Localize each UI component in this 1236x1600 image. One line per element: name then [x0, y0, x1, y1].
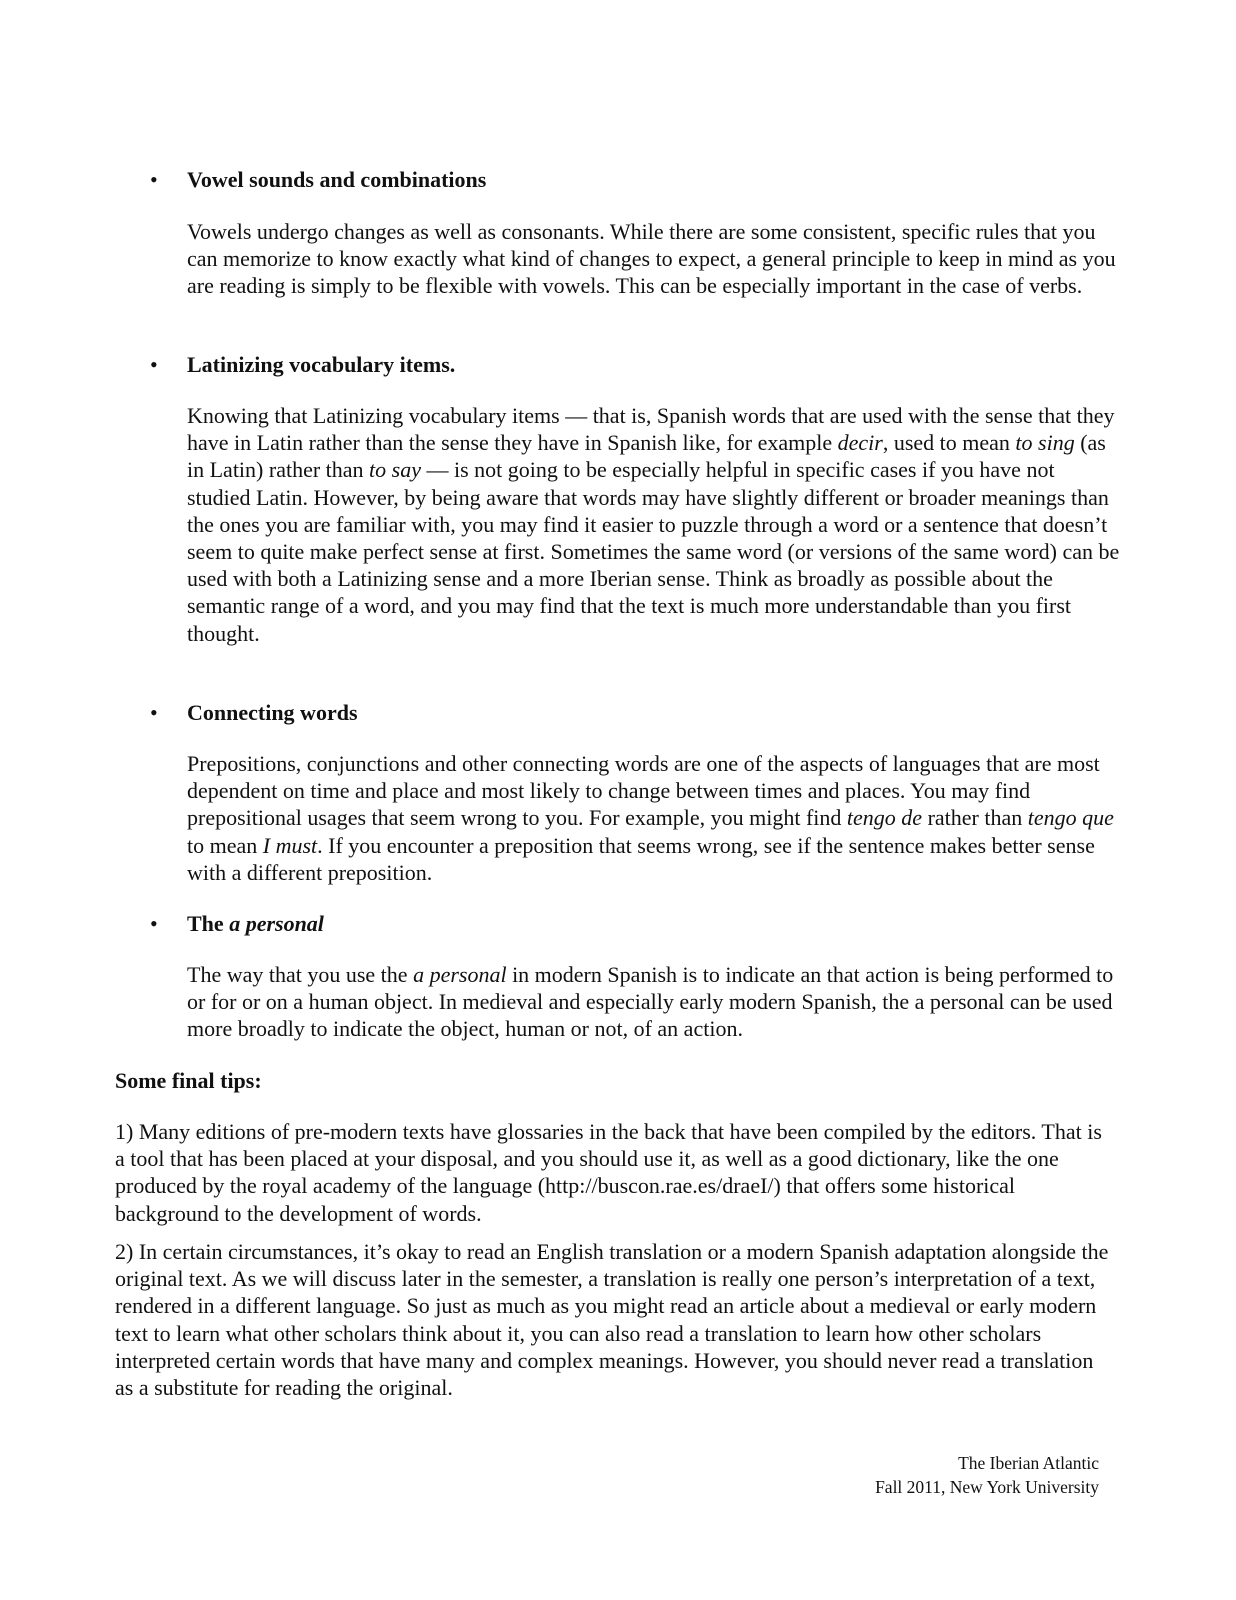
section-heading-connecting: Connecting words [187, 700, 358, 725]
body-text: rather than [922, 805, 1028, 831]
body-text: (as in Latin) rather than [187, 430, 1106, 483]
bullet-marker: • [150, 167, 158, 192]
italic-term: a personal [413, 962, 507, 987]
italic-term: to sing [1015, 430, 1075, 456]
body-text: . If you encounter a preposition that seems wrong, see if the sentence makes better sense with a different preposition. [187, 832, 1095, 885]
body-text: Knowing that Latinizing vocabulary items — that is, Spanish words that are used with the sense that they have in Latin rather than the sense they have in Spanish like, for example [187, 403, 1115, 456]
bullet-marker: • [150, 700, 158, 725]
final-tip-2: 2) In certain circumstances, it’s okay to read an English translation or a modern Spanish adaptation alongside the original text. As we will discuss later in the semester, a translation is really one person’s interpretation of a text, rendered in a different language. So just as much as you might read an article about a medieval or early modern text to learn what other scholars think about it, you can also read a translation to learn how other scholars interpreted certain words that have many and complex meanings. However, you should never read a translation as a substitute for reading the original. [115, 1239, 1109, 1401]
section-body-vowels: Vowels undergo changes as well as consonants. While there are some consistent, specific rules that you can memorize to know exactly what kind of changes to expect, a general principle to keep in mind as you are reading is simply to be flexible with vowels. This can be especially important in the case of verbs. [187, 219, 1116, 299]
bullet-marker: • [150, 352, 158, 377]
final-tips-heading: Some final tips: [115, 1068, 262, 1093]
footer-course-title: The Iberian Atlantic [958, 1453, 1099, 1473]
heading-text: The [187, 911, 230, 936]
section-heading-latinizing: Latinizing vocabulary items. [187, 352, 456, 377]
body-text: in modern Spanish is to indicate an that action is being performed to or for or on a human object. In medieval and especially early modern Spanish, the a personal can be used more broadly to indicate the object, human or not, of an action. [187, 962, 1114, 1042]
body-text: — is not going to be especially helpful in specific cases if you have not studied Latin. However, by being aware that words may have slightly different or broader meanings than the ones you are familiar with, you may find it easier to puzzle through a word or a sentence that doesn’t seem to quite make perfect sense at first. Sometimes the same word (or versions of the same word) can be used with both a Latinizing sense and a more Iberian sense. Think as broadly as possible about the semantic range of a word, and you may find that the text is much more understandable than you first thought. [187, 457, 1120, 646]
page-footer [875, 1451, 1099, 1499]
body-text: Prepositions, conjunctions and other connecting words are one of the aspects of languages that are most dependent on time and place and most likely to change between times and places. You may find prepositional usages that seem wrong to you. For example, you might find [187, 751, 1100, 831]
italic-term: tengo que [1027, 805, 1114, 831]
section-heading-vowels: Vowel sounds and combinations [187, 167, 487, 192]
footer-term-institution: Fall 2011, New York University [875, 1477, 1099, 1497]
italic-term: tengo de [846, 805, 923, 831]
italic-term: decir [837, 430, 883, 456]
section-body-latinizing [187, 402, 1122, 647]
body-text: , used to mean [882, 430, 1016, 456]
italic-term: to say [369, 457, 421, 483]
body-text: to mean [187, 832, 263, 858]
section-body-a-personal [187, 961, 1122, 1043]
section-body-connecting [187, 750, 1122, 886]
body-text: The way that you use the [187, 962, 414, 987]
italic-term: a personal [229, 911, 324, 936]
final-tip-1: 1) Many editions of pre-modern texts have glossaries in the back that have been compiled by the editors. That is a tool that has been placed at your disposal, and you should use it, as well as a good dictionary, like the one produced by the royal academy of the language (http://buscon.rae.es/draeI/) that offers some historical background to the development of words. [115, 1119, 1102, 1226]
bullet-marker: • [150, 911, 158, 936]
italic-term: I must [262, 832, 318, 858]
section-heading-a-personal [187, 910, 324, 938]
